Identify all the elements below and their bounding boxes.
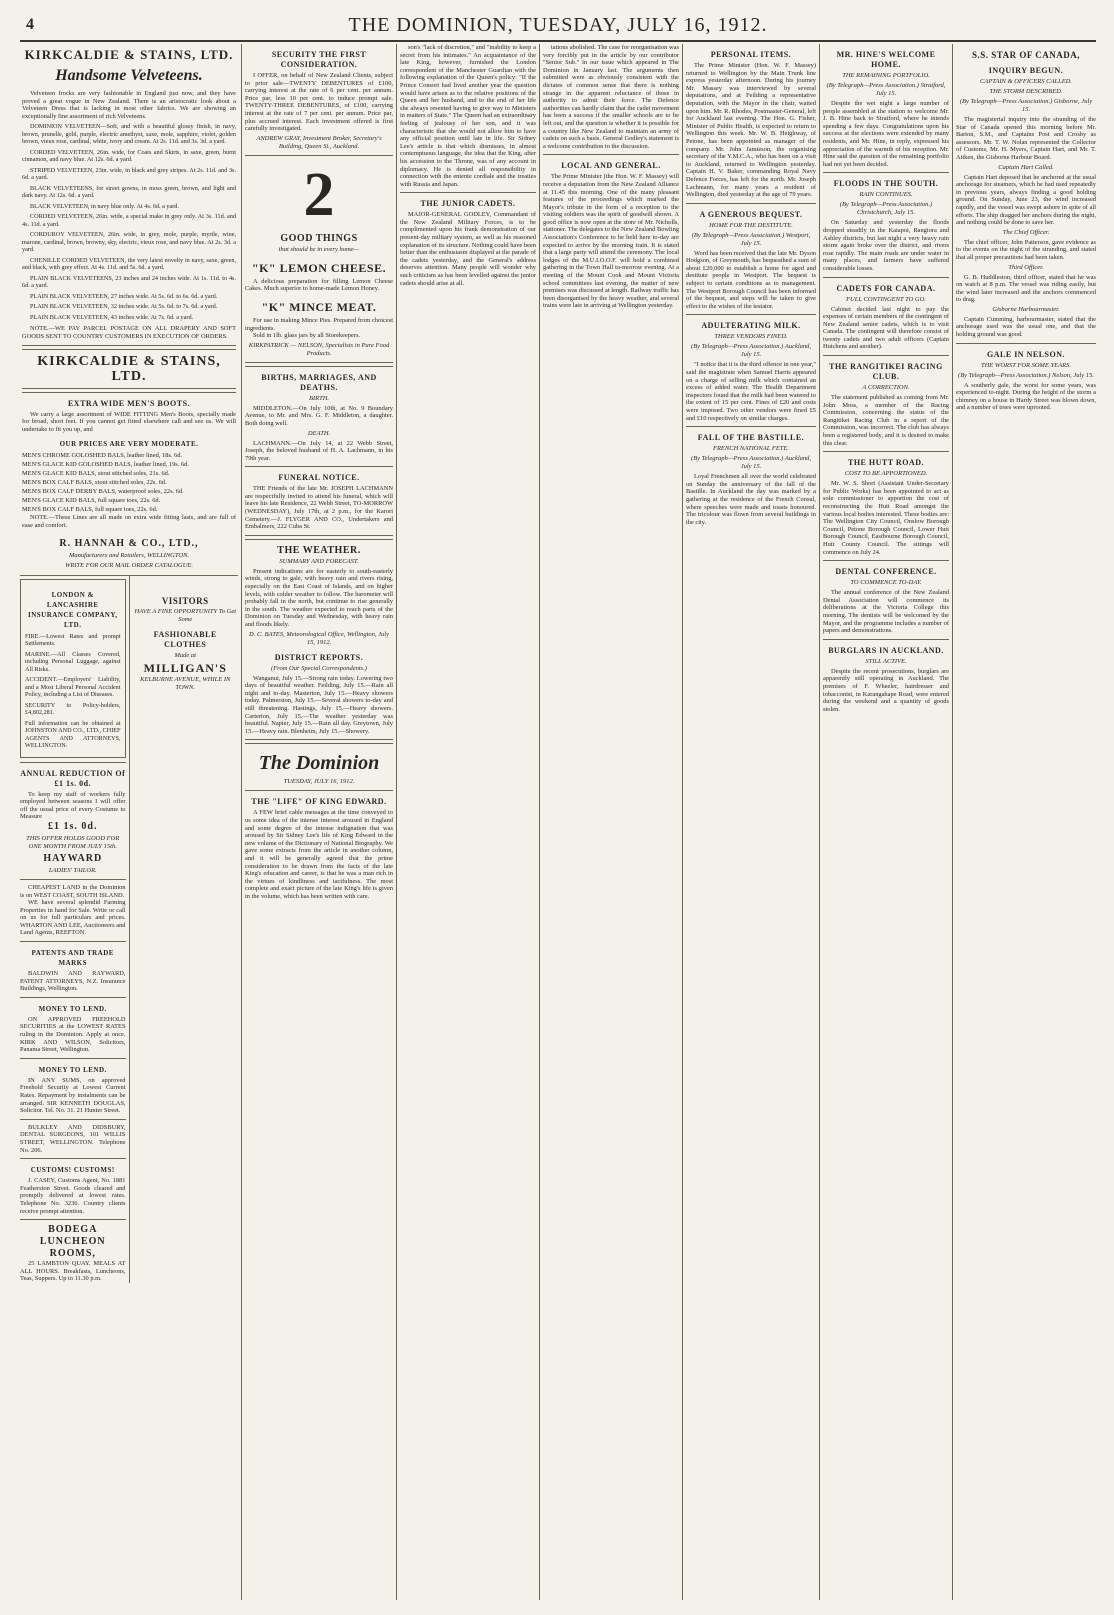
weather-heading: THE WEATHER. [277,544,361,556]
harbour-text: Captain Cumming, harbourmaster, stated that the anchorage used was the usual one, and that the holding ground was good. [956,315,1096,339]
col1-lower [20,576,238,1283]
newspaper-title: THE DOMINION, TUESDAY, JULY 16, 1912. [348,14,768,36]
hayward-name: HAYWARD [43,852,103,864]
velv-list-item: STRIPED VELVETEEN, 23in. wide, in black and grey stripes. At 2s. 11d. and 3s. 6d. a yard. [22,166,236,182]
reduction-offer: THIS OFFER HOLDS GOOD FOR ONE MONTH FROM JULY 15th. [26,834,120,850]
ins-list-item: SECURITY to Policy-holders, £4,802,281. [25,701,121,717]
boot-list-item: MEN'S CHROME GOLOSHED BALS, leather lined, 18s. 6d. [22,452,183,460]
mince-text: For use in making Mince Pies. Prepared from choicest ingredients. [245,316,393,332]
births-heading: BIRTHS, MARRIAGES, AND DEATHS. [261,372,377,392]
boot-list-item: MEN'S GLACE KID BALS, full square toes, 22s. 6d. [22,497,161,505]
conference-heading: DENTAL CONFERENCE. [835,567,937,577]
bequest-sub: HOME FOR THE DESTITUTE. [709,221,793,229]
milk-sub: THREE VENDORS FINED. [714,333,788,341]
personal-heading: PERSONAL ITEMS. [710,50,792,59]
local-text: The Prime Minister (the Hon. W. F. Massey) will receive a deputation from the New Zealand Alliance at 11.45 this morning. One of the many pleasant features of the proceedings which marked the Mayor's tribute in the form of a reception to the visiting soldiers was the spirit of goodwill shown. A good office is now open at the store of Mr. Nicholls, stationer. The delegates to the New Zealand Bowling Association's Conference to be held here to-day are expected to arrive by the morning train. It is stated that a large party will attend the ceremony. The local lodges of the M.U.I.O.O.F. will hold a combined gathering in the Town Hall to-morrow evening. At a meeting of the Mount Cook and Mount Victoria school committees last evening, the matter of new premises was discussed at length. Railway traffic has been disorganised by the heavy weather, and several trains were late in arriving at Wellington yesterday. [543,173,679,310]
floods-dateline: (By Telegraph—Press Association.) Christchurch, July 15. [839,201,933,217]
velv-list-item: DOMINION VELVETEEN—Soft, and with a beautiful glossy finish, in navy, brown, prunelle, gold, purple, electric amethyst, saxe, mole, sapphire, violet, golden brown, vieux rose, cardinal, white, ivory and cream. At 2s. 11d. and 3s. 3d. a yard. [22,123,236,146]
milligans-name: MILLIGAN'S [143,660,227,675]
floods-heading: FLOODS IN THE SOUTH. [833,179,939,189]
col1-lower-left [20,576,130,1283]
boots-note: NOTE.—These Lines are all made on extra wide fitting lasts, and are full of ease and comfort. [22,514,236,529]
column-rule-3 [539,44,540,1600]
racing-heading: THE RANGITIKEI RACING CLUB. [829,362,943,382]
cheapest-land: CHEAPEST LAND in the Dominion is on WEST COAST, SOUTH ISLAND. [20,883,126,899]
money2-text: IN ANY SUMS, on approved Freehold Security at Lowest Current Rates. Repayment by instalments can be arranged. SIR KENNETH DOUGLAS, Solicitor. Tel. No. 31. 21 Hunter Street. [20,1076,126,1115]
column-rule-6 [952,44,953,1600]
hine-heading: MR. HINE'S WELCOME HOME. [836,50,936,69]
hine-dateline: (By Telegraph—Press Association.) Stratford, July 15. [826,82,946,97]
local-heading: LOCAL AND GENERAL. [561,161,661,171]
boots-prices-heading: OUR PRICES ARE VERY MODERATE. [59,440,199,449]
floods-text: On Saturday and yesterday the floods dropped steadily in the Kaiapoi, Rangiora and Ashley districts, but last night a very heavy rain storm again broke over the district, and rivers rose rapidly. The main roads are under water in many places, and farmers have suffered considerable losses. [823,219,949,272]
boot-list-item: MEN'S BOX CALF DERBY BALS, waterproof soles, 22s. 6d. [22,488,184,496]
birth-text: MIDDLETON.—On July 10th, at No. 9 Boundary Avenue, to Mr. and Mrs. G. F. Middleton, a daughter. Both doing well. [245,404,393,427]
patents-heading: PATENTS AND TRADE MARKS [31,949,114,968]
racing-text: The statement published as coming from Mr. John Moss, a member of the Racing Commission, concerning the status of the Rangitikei Racing Club in a report of the Commission, was incorrect. The club has always been a registered body, and it is desired to make this clear. [823,394,949,447]
velv-list-item: PLAIN BLACK VELVETEEN, 32 inches wide. At 5s. 6d. to 7s. 6d. a yard. [30,303,218,311]
ship-text: The magisterial inquiry into the stranding of the Star of Canada opened this morning before Mr. Barton, S.M., and Captains Post and Crosby as assessors. Mr. T. W. Nolan represented the Collector of Customs, Mr. H. Myers, Captain Hart, and Mr. T. Aitken, the Gisborne Harbour Board. [956,116,1096,161]
third-heading: Third Officer. [1008,263,1044,271]
big-two: 2 [303,160,335,229]
insurance-list [25,633,121,750]
hart-heading: Captain Hart Called. [998,163,1054,171]
weather-sign: D. C. BATES, Meteorological Office, Wellington, July 15, 1912. [249,630,389,646]
boot-list-item: MEN'S BOX CALF BALS, stout stitched soles, 22s. 6d. [22,479,167,487]
velv-list-item: CORDED VELVETEEN, 26in. wide, for Coats and Skirts, in saxe, green, burnt cinnamon, and navy blue. At 12s. 6d. a yard. [22,148,236,164]
lemon-heading: "K" LEMON CHEESE. [251,260,387,275]
hart-text: Captain Hart deposed that he anchored at the usual anchorage for steamers, which he had used repeatedly in previous years, always finding a good holding ground. On Sunday, June 23, the wind increased rapidly, and the vessel was swept ashore in spite of all efforts. The ship dragged her anchors during the night, and nothing could be done to save her. [956,173,1096,227]
funeral-text: THE Friends of the late Mr. JOSEPH LACHMANN are respectfully invited to attend his funeral, which will leave his late Residence, 22 Webb Street, TO-MORROW (WEDNESDAY), July 17th, at 2 p.m., for the Karori Cemetery.—J. FLYGER AND CO., Undertakers and Embalmers, 222 Cuba St. [245,485,393,531]
customs-text: J. CASEY, Customs Agent, No. 1881 Featherston Street. Goods cleared and promptly delivered at lowest rates. Telephone No. 3236. Country clients receive prompt attention. [20,1177,126,1215]
cadets-text: Cabinet decided last night to pay the expenses of certain members of the contingent of New Zealand senior cadets, which is to visit Canada. The contingent will therefore consist of twenty cadets and two adult officers (Captain Hutchens and another). [823,305,949,351]
hutt-text: Mr. W. S. Short (Assistant Under-Secretary for Public Works) has been appointed to act as sole commissioner to apportion the cost of reconstructing the Hutt Road amongst the various local bodies interested. These bodies are: The Wellington City Council, Onslow Borough Council, Petone Borough Council, Lower Hutt Borough Council, Eastbourne Borough Council, Hutt County Council. The sittings will commence on July 24. [823,480,949,556]
velv-list-item: BLACK VELVETEENS, for street gowns, in moss green, brown, and light and dark navy. At 12s. 6d. a yard. [22,184,236,200]
floods-sub: RAIN CONTINUES. [859,191,913,199]
velveteens-heading: Handsome Velveteens. [55,67,203,84]
kirkcaldie-title: KIRKCALDIE & STAINS, LTD. [24,47,234,62]
chief-heading: The Chief Officer. [1002,228,1050,236]
col4-text: tations abolished. The case for reorganisation was very forcibly put in the article by our contributor "Senior Sub." in our issue which appeared in The Dominion in January last. The arguments then submitted were as obviously consistent with the dictates of common sense that there is nothing strange in the apparent reluctance of those in authority to admit their force. The Defence authorities can hardly claim that the cadet movement has been a success if the smaller schools are to be left out, and the question is whether it is possible for a country like New Zealand to maintain an army of cadets on such a basis. General Godley's statement is a welcome contribution to the discussion. [543,44,679,150]
weather-text: Present indications are for easterly to south-easterly winds, strong to gale, with heavy rain and rivers rising, especially on the East Coast of Islands, and on higher levels, with colder weather to follow. The barometer will probably fall in the north, but continue to rise generally in the south. The weather expected to reach parts of the Dominion on Tuesday and Wednesday, with heavy rain and floods likely. [245,567,393,628]
bodega-heading: BODEGA LUNCHEON ROOMS, [39,1224,106,1260]
bastille-heading: FALL OF THE BASTILLE. [697,433,805,443]
security-heading: SECURITY THE FIRST CONSIDERATION. [271,50,367,69]
reduction-text: To keep my staff of workers fully employed between seasons I will offer off the usual price of every Costume to Measure [20,790,126,821]
visitors-heading: VISITORS [161,595,209,606]
visitors-made: Made at [174,651,196,659]
good-things: GOOD THINGS [280,232,358,244]
reduction-price: £1 1s. 0d. [48,820,98,832]
hayward-sub: LADIES' TAILOR. [48,866,97,874]
bulkley-text: BULKLEY AND DIDSBURY, DENTAL SURGEONS, 101 WILLIS STREET, WELLINGTON. Telephone No. 206. [20,1123,126,1154]
column-rule-5 [819,44,820,1600]
milk-dateline: (By Telegraph—Press Association.) Auckland, July 15. [690,343,812,359]
kirkpatrick: KIRKPATRICK — NELSON, Specialists in Pure Food Products. [248,341,390,357]
boot-list [22,451,236,514]
burglars-text: Despite the recent prosecutions, burglars are apparently still operating in Auckland. The premises of F. Wheeler, hairdresser and tobacconist, in Karangahape Road, were entered during the weekend and a quantity of goods stolen. [823,667,949,713]
gale-heading: GALE IN NELSON. [987,349,1065,359]
ship-heading: S.S. STAR OF CANADA, [971,50,1080,60]
boot-list-item: MEN'S GLACE KID GOLOSHED BALS, leather lined, 19s. 6d. [22,461,189,469]
district-text: Wanganui, July 15.—Strong rain today. Lowering two days of beautiful weather. Feilding, July 15.—Rain all night and to-day. Masterton, July 15.—Heavy showers today. Palmerston, July 15.—Several showers to-day and still threatening. Hastings, July 15.—Heavy showers. Carterton, July 15.—The weather yesterday was beautiful. Napier, July 15.—Rain all day. Greytown, July 15.—Heavy rain. Blenheim, July 15.—Showery. [245,674,393,735]
hine-sub: THE REMAINING PORTFOLIO. [842,72,930,79]
customs-heading: CUSTOMS! CUSTOMS! [30,1166,115,1175]
kirkcaldie-title-2: KIRKCALDIE & STAINS, LTD. [37,353,221,384]
boot-list-item: MEN'S GLACE KID BALS, stout stitched soles, 21s. 6d. [22,470,170,478]
col3-text: son's "lack of discretion," and "inability to keep a secret from his intimates." An acquaintance of the late King, however, furnished the London correspondent of the Manchester Guardian with the following explanation of the Queen's policy: "If the Prince Consort had lived another year the question would have arisen as to the relative positions of the Queen and her husband, and to the end of her life she always resented having to give way to Ministers in matters of State." The Queen had an extraordinary feeling of jealousy of her son, and it was characteristic that she would not allow him to have any official position until late in life. Sir Sidney Lee's article is that which dismisses, in almost contemptuous language, the idea that the King, after his accession to the Throne, was of any account in diplomacy. He is denied all responsibility in connection with the entente cordiale and the treaties with Russia and Japan. [400,44,536,188]
velv-list-item: PLAIN BLACK VELVETEENS, 23 inches and 24 inches wide. At 1s. 11d. to 4s. 6d. a yard. [22,274,236,290]
reduction-heading: ANNUAL REDUCTION Of £1 1s. 0d. [20,768,126,788]
velv-list-item: BLACK VELVETEEN, in navy blue only. At 4s. 6d. a yard. [30,202,179,210]
boot-list-item: MEN'S BOX CALF BALS, full square toes, 22s. 6d. [22,506,158,514]
milligans-address: KELBURNE AVENUE, WHILE IN TOWN. [140,675,231,691]
third-text: G. B. Huddleston, third officer, stated that he was on watch at 8 p.m. The vessel was riding easily, but the wind later increased and the anchors commenced to drag. [956,273,1096,304]
column-rule-1 [241,44,242,1600]
insurance-ad [20,579,126,758]
column-rule-4 [682,44,683,1600]
page-columns [20,44,1096,1604]
dominion-date: TUESDAY, JULY 16, 1912. [283,778,355,786]
dominion-logo: The Dominion [258,752,380,775]
lemon-text: A delicious preparation for filling Lemon Cheese Cakes. Much superior to home-made Lemon Honey. [245,277,393,293]
good-things-sub: that should be in every home— [278,245,360,253]
column-4 [543,44,679,1600]
column-6 [823,44,949,1600]
bequest-heading: A GENEROUS BEQUEST. [699,209,803,219]
ins-list-item: Full information can be obtained at JOHNSTON AND CO., LTD., CHIEF AGENTS AND ATTORNEYS, WELLINGTON. [25,719,121,750]
life-heading: THE "LIFE" OF KING EDWARD. [251,797,387,807]
conference-sub: TO COMMENCE TO-DAY. [850,579,922,587]
ins-list-item: ACCIDENT.—Employers' Liability, and a Most Liberal Personal Accident Policy, including a List of Diseases. [25,676,121,699]
boots-heading: EXTRA WIDE MEN'S BOOTS. [67,398,191,408]
col1-lower-right [130,576,239,1283]
wharton-text: WE have several splendid Farming Properties in hand for Sale. Write or call on us for full particulars and prices. WHARTON AND LEE, Auctioneers and Land Agents, REEFTON. [20,899,126,937]
district-sub: (From Our Special Correspondents.) [271,664,367,672]
velv-list-item: CORDUROY VELVETEEN, 26in. wide, in grey, mole, purple, myrtle, wine, marone, cardinal, brown, browny, sky, electric, vieux rose, and navy blue. At 2s. 3d. a yard. [22,231,236,254]
bequest-text: Word has been received that the late Mr. Dyson Hodgson, of Greymouth, has bequeathed a sum of about £20,000 to establish a home for aged and destitute people in Westport. The bequest is subject to certain conditions as to management. The Westport Borough Council has been informed of the bequest, and steps will be taken to give effect to the wishes of the testator. [686,249,816,310]
kirkcaldie-velveteens-ad [20,44,238,576]
death-text: LACHMANN.—On July 14, at 22 Webb Street, Joseph, the beloved husband of H. A. Lachmann, in his 79th year. [245,439,393,462]
harbour-heading: Gisborne Harbourmaster. [992,305,1060,313]
gale-sub: THE WORST FOR SOME YEARS. [981,361,1071,369]
bastille-dateline: (By Telegraph—Press Association.) Auckland, July 15. [690,455,812,471]
junior-text: MAJOR-GENERAL GODLEY, Commandant of the New Zealand Military Forces, is to be complimented upon his frank demonstration of our present-day military system, as well as his reasoned explanation of its structure. Nothing could have been better than the enthusiasm displayed at the parade of the cadets yesterday, and the General's address deserves attention. Many people will wonder why such criticism as has been levelled against the junior cadets should arise at all. [400,211,536,287]
bodega-text: 25 LAMBTON QUAY. MEALS AT ALL HOURS. Breakfasts, Luncheons, Teas, Suppers. Up to 11.30 p.m. [20,1260,126,1283]
money2-heading: MONEY TO LEND. [38,1065,107,1074]
milk-heading: ADULTERATING MILK. [701,321,801,331]
bequest-dateline: (By Telegraph—Press Association.) Westport, July 15. [691,231,811,247]
ship-sub3: THE STORM DESCRIBED. [989,88,1063,95]
bastille-sub: FRENCH NATIONAL FETE. [712,445,790,453]
personal-text: The Prime Minister (Hon. W. F. Massey) returned to Wellington by the Main Trunk line express yesterday afternoon. During his journey Mr. Massey was interviewed by several deputations, and at Feilding a representative deputation, with the Mayor in the chair, waited upon him. Mr. R. Rhodes, Postmaster-General, left for Auckland last evening. The Hon. G. Fisher, Minister of Public Health, is expected to return to Wellington this week. Mr. W. B. Heighway, of Petone, has been appointed as manager of the company. Mr. John Jamieson, the organising secretary of the Y.M.C.A., who has been on a visit to Auckland, returned to Wellington yesterday. Captain H. V. Baker, commanding Royal Navy Defence Forces, has left for the north. Mr. Joseph Lachmann, for many years a resident of Wellington, died yesterday at the age of 79 years. [686,62,816,199]
hine-text: Despite the wet night a large number of people assembled at the station to welcome Mr. J. B. Hine back to Stratford, where he intends spending a few days. Congratulations upon his success at the elections were extended by many residents, and Mr. Hine, in reply, expressed his appreciation of the warmth of his reception. Mr. Hine said the question of the remaining portfolio had not yet been decided. [823,100,949,168]
boots-intro: We carry a large assortment of WIDE FITTING Men's Boots, specially made for broad, short feet. If you cannot get fitted elsewhere call and see us. We will undertake to fit you up, and [22,410,236,433]
life-text: A FEW brief cable messages at the time conveyed to us some idea of the intense interest aroused in England and some degree of the intense indignation that was aroused by Sir Sidney Lee's life of King Edward in the new volume of the Dictionary of National Biography. We gave some extracts from the article in another column, and it will be generally agreed that the prime consideration to be drawn from the facts of the late King's education and career, is that he was a man rich in the virtues of kindliness and tactfulness. The most complete and exact picture of the late King's life is given in the volume, which has been written with care. [245,809,393,900]
death-heading: DEATH. [307,429,331,437]
cadets-heading: CADETS FOR CANADA. [836,283,936,293]
ins-list-item: FIRE.—Lowest Rates and prompt Settlements. [25,632,121,648]
column-1 [20,44,238,1600]
ship-dateline: (By Telegraph—Press Association.) Gisborne, July 15. [959,98,1093,113]
velv-list-item: PLAIN BLACK VELVETEEN, 27 inches wide. At 5s. 6d. to 6s. 6d. a yard. [30,292,218,300]
milk-text: "I notice that it is the third offence in one year," said the magistrate when Samuel Harris appeared on a charge of selling milk which contained an excess of added water. The Health Department inspectors found that the milk had been watered to the extent of 15 per cent. Fines of £20 and costs were imposed. Two other vendors were fined £5 and £10 respectively on similar charges. [686,361,816,422]
velv-list-item: CORDED VELVETEEN, 26in. wide, a special make in grey only. At 3s. 11d. and 4s. 11d. a yard. [22,213,236,228]
visitors-text: HAVE A FINE OPPORTUNITY To Get Some [134,607,237,623]
hannah-sub: Manufacturers and Retailers, WELLINGTON. [68,551,190,559]
gray-name: ANDREW GRAY, Investment Broker, Secretary's Building, Queen St., Auckland. [256,134,382,150]
money-text: ON APPROVED FREEHOLD SECURITIES at the LOWEST RATES ruling in the Dominion. Apply at once. KIRK AND WILSON, Solicitors, Panama Street, Wellington. [20,1015,126,1054]
funeral-heading: FUNERAL NOTICE. [278,473,360,483]
postage-note: NOTE.—WE PAY PARCEL POSTAGE ON ALL DRAPERY AND SOFT GOODS SENT TO COUNTRY CUSTOMERS IN EXECUTION OF ORDERS. [22,325,236,340]
column-3 [400,44,536,1600]
velv-list-item: CHENILLE CORDED VELVETEEN, the very latest novelty in navy, saxe, green, and black, with grey effect. At 4s. 11d. and 5s. 6d. a yard. [22,256,236,272]
hutt-heading: THE HUTT ROAD. [848,458,924,468]
ship-sub2: CAPTAIN & OFFICERS CALLED. [980,78,1072,85]
cadets-sub: FULL CONTINGENT TO GO. [846,295,926,303]
birth-heading: BIRTH. [308,394,330,402]
velv-list-item: PLAIN BLACK VELVETEEN, 43 inches wide. At 7s. 6d. a yard. [30,313,194,321]
junior-heading: THE JUNIOR CADETS. [420,199,516,209]
hutt-sub: COST TO BE APPORTIONED. [844,470,928,478]
mince-heading: "K" MINCE MEAT. [261,299,377,314]
column-rule-2 [396,44,397,1600]
racing-sub: A CORRECTION. [862,384,910,392]
velveteen-list [22,123,236,321]
column-5 [686,44,816,1600]
insurance-name: LONDON & LANCASHIRE INSURANCE COMPANY, LTD. [27,590,118,629]
district-heading: DISTRICT REPORTS. [274,652,364,662]
masthead [20,10,1096,42]
column-2 [245,44,393,1600]
column-7 [956,44,1096,1600]
security-text: I OFFER, on behalf of New Zealand Clients, subject to prior sale—TWENTY DEBENTURES of £100, carrying interest at the rate of 6 per cent. per annum. Price par, less 10 per cent. to induce prompt sale. TWENTY-THREE DEBENTURES, of £100, carrying interest at the rate of 7 per cent. per annum. Price par, plus accrued interest. Each investment offered is first carefully investigated. [245,72,393,133]
baldwin-text: BALDWIN AND RAYWARD, PATENT ATTORNEYS, N.Z. Insurance Buildings, Wellington. [20,970,126,993]
gale-text: A southerly gale, the worst for some years, was experienced to-night. During the height of the storm a chimney on a house in Hardy Street was blown down, and a number of trees were uprooted. [956,381,1096,412]
ship-sub: INQUIRY BEGUN. [988,66,1064,75]
sold-text: Sold in 1lb. glass jars by all Storekeepers. [253,332,361,340]
page-number: 4 [26,16,34,33]
chief-text: The chief officer, John Patterson, gave evidence as to the events on the night of the stranding, and stated that all proper precautions had been taken. [956,238,1096,261]
money-heading: MONEY TO LEND. [38,1004,107,1013]
velveteens-intro: Velveteen frocks are very fashionable in England just now, and they have proved a great vogue in New Zealand. There is an aristocratic look about a Velveteen Dress that is lacking in most other fabrics. We are showing an exceptionally fine assortment of rich Velveteens. [22,90,236,120]
visitors-big: FASHIONABLE CLOTHES [153,629,217,649]
ins-list-item: MARINE.—All Classes Covered, including Personal Luggage, against All Risks. [25,650,121,673]
conference-text: The annual conference of the New Zealand Dental Association will commence its deliberations at the Victoria College this morning. The dentists will be welcomed by the Mayor, and the programme includes a number of papers and demonstrations. [823,589,949,635]
bastille-text: Loyal Frenchmen all over the world celebrated on Sunday the anniversary of the fall of the Bastille. In Auckland the day was marked by a gathering at the residence of the French Consul, where speeches were made and toasts honoured. The tricolour was flown from several buildings in the city. [686,473,816,526]
gale-dateline: (By Telegraph—Press Association.) Nelson, July 15. [958,371,1094,379]
hannah-note: WRITE FOR OUR MAIL ORDER CATALOGUE. [64,561,194,569]
weather-sub: SUMMARY AND FORECAST. [279,557,359,565]
hannah-name: R. HANNAH & CO., LTD., [59,537,199,549]
burglars-heading: BURGLARS IN AUCKLAND. [828,645,944,655]
burglars-sub: STILL ACTIVE. [865,657,907,665]
